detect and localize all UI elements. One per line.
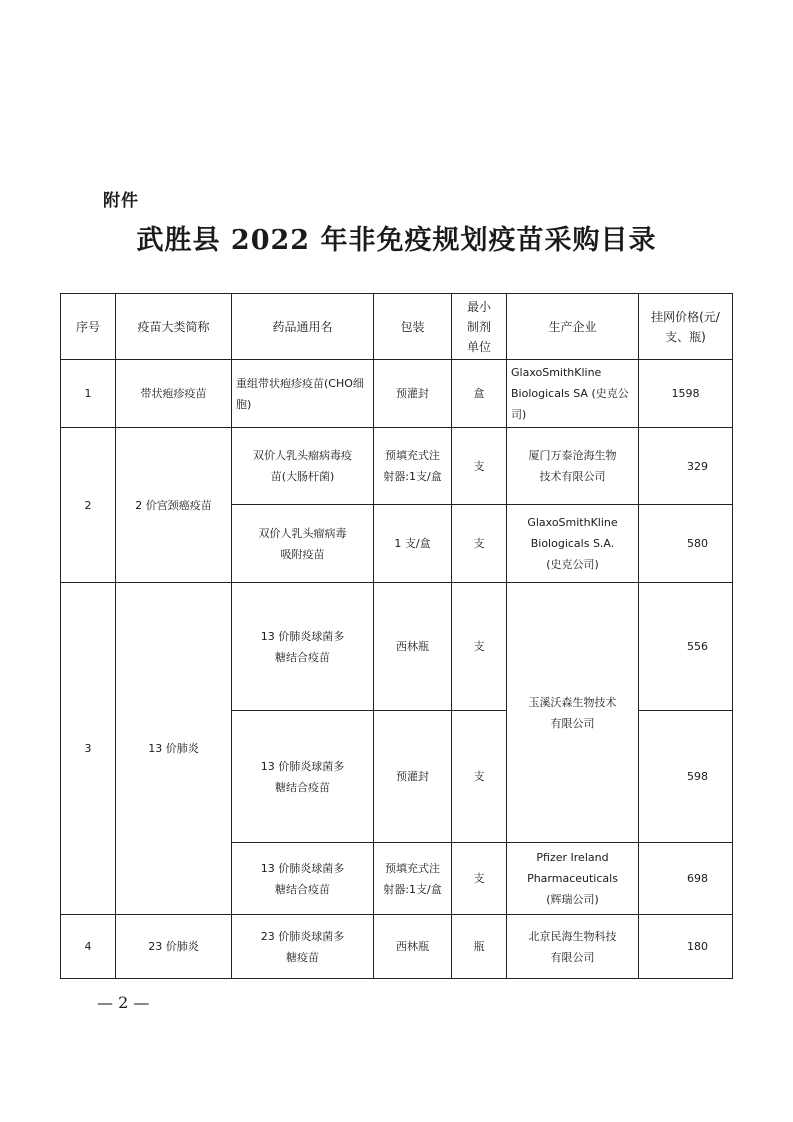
cell-name: 双价人乳头瘤病毒疫苗(大肠杆菌) <box>232 428 374 505</box>
cell-price: 180 <box>639 915 733 979</box>
table-row <box>61 428 733 505</box>
cell-price: 556 <box>639 583 733 711</box>
cell-category: 带状疱疹疫苗 <box>116 360 232 428</box>
header-package: 包装 <box>374 294 452 360</box>
cell-unit: 盒 <box>452 360 507 428</box>
cell-name: 13 价肺炎球菌多糖结合疫苗 <box>232 583 374 711</box>
table-header-row <box>61 294 733 360</box>
cell-maker: GlaxoSmithKline Biologicals SA (史克公司) <box>507 360 639 428</box>
cell-maker: 北京民海生物科技有限公司 <box>507 915 639 979</box>
header-generic-name: 药品通用名 <box>232 294 374 360</box>
header-manufacturer: 生产企业 <box>507 294 639 360</box>
cell-package: 预填充式注射器:1支/盒 <box>374 843 452 915</box>
attachment-label: 附件 <box>103 191 139 211</box>
cell-category: 2 价宫颈癌疫苗 <box>116 428 232 583</box>
cell-name: 23 价肺炎球菌多糖疫苗 <box>232 915 374 979</box>
header-min-unit: 最小制剂单位 <box>452 294 507 360</box>
cell-maker: Pfizer Ireland Pharmaceuticals (辉瑞公司) <box>507 843 639 915</box>
vaccine-catalog-table <box>60 293 733 979</box>
header-seq: 序号 <box>61 294 116 360</box>
cell-seq: 1 <box>61 360 116 428</box>
cell-price: 698 <box>639 843 733 915</box>
document-title: 武胜县 2022 年非免疫规划疫苗采购目录 <box>136 225 657 256</box>
table-row <box>61 583 733 711</box>
cell-unit: 支 <box>452 843 507 915</box>
header-category: 疫苗大类简称 <box>116 294 232 360</box>
cell-seq: 3 <box>61 583 116 915</box>
cell-maker: GlaxoSmithKline Biologicals S.A. (史克公司) <box>507 505 639 583</box>
cell-seq: 2 <box>61 428 116 583</box>
page-number: — 2 — <box>97 993 150 1012</box>
cell-price: 329 <box>639 428 733 505</box>
cell-price: 580 <box>639 505 733 583</box>
cell-package: 西林瓶 <box>374 915 452 979</box>
cell-price: 598 <box>639 711 733 843</box>
cell-name: 13 价肺炎球菌多糖结合疫苗 <box>232 843 374 915</box>
cell-name: 13 价肺炎球菌多糖结合疫苗 <box>232 711 374 843</box>
cell-unit: 支 <box>452 428 507 505</box>
cell-package: 西林瓶 <box>374 583 452 711</box>
cell-package: 预填充式注射器:1支/盒 <box>374 428 452 505</box>
cell-package: 1 支/盒 <box>374 505 452 583</box>
cell-unit: 支 <box>452 711 507 843</box>
table-row <box>61 915 733 979</box>
cell-category: 13 价肺炎 <box>116 583 232 915</box>
cell-name: 双价人乳头瘤病毒吸附疫苗 <box>232 505 374 583</box>
cell-unit: 瓶 <box>452 915 507 979</box>
cell-package: 预灌封 <box>374 360 452 428</box>
cell-maker: 厦门万泰沧海生物技术有限公司 <box>507 428 639 505</box>
cell-unit: 支 <box>452 583 507 711</box>
cell-unit: 支 <box>452 505 507 583</box>
table-row <box>61 360 733 428</box>
cell-name: 重组带状疱疹疫苗(CHO细胞) <box>232 360 374 428</box>
cell-seq: 4 <box>61 915 116 979</box>
cell-category: 23 价肺炎 <box>116 915 232 979</box>
cell-maker: 玉溪沃森生物技术有限公司 <box>507 583 639 843</box>
cell-package: 预灌封 <box>374 711 452 843</box>
cell-price: 1598 <box>639 360 733 428</box>
header-price: 挂网价格(元/支、瓶) <box>639 294 733 360</box>
